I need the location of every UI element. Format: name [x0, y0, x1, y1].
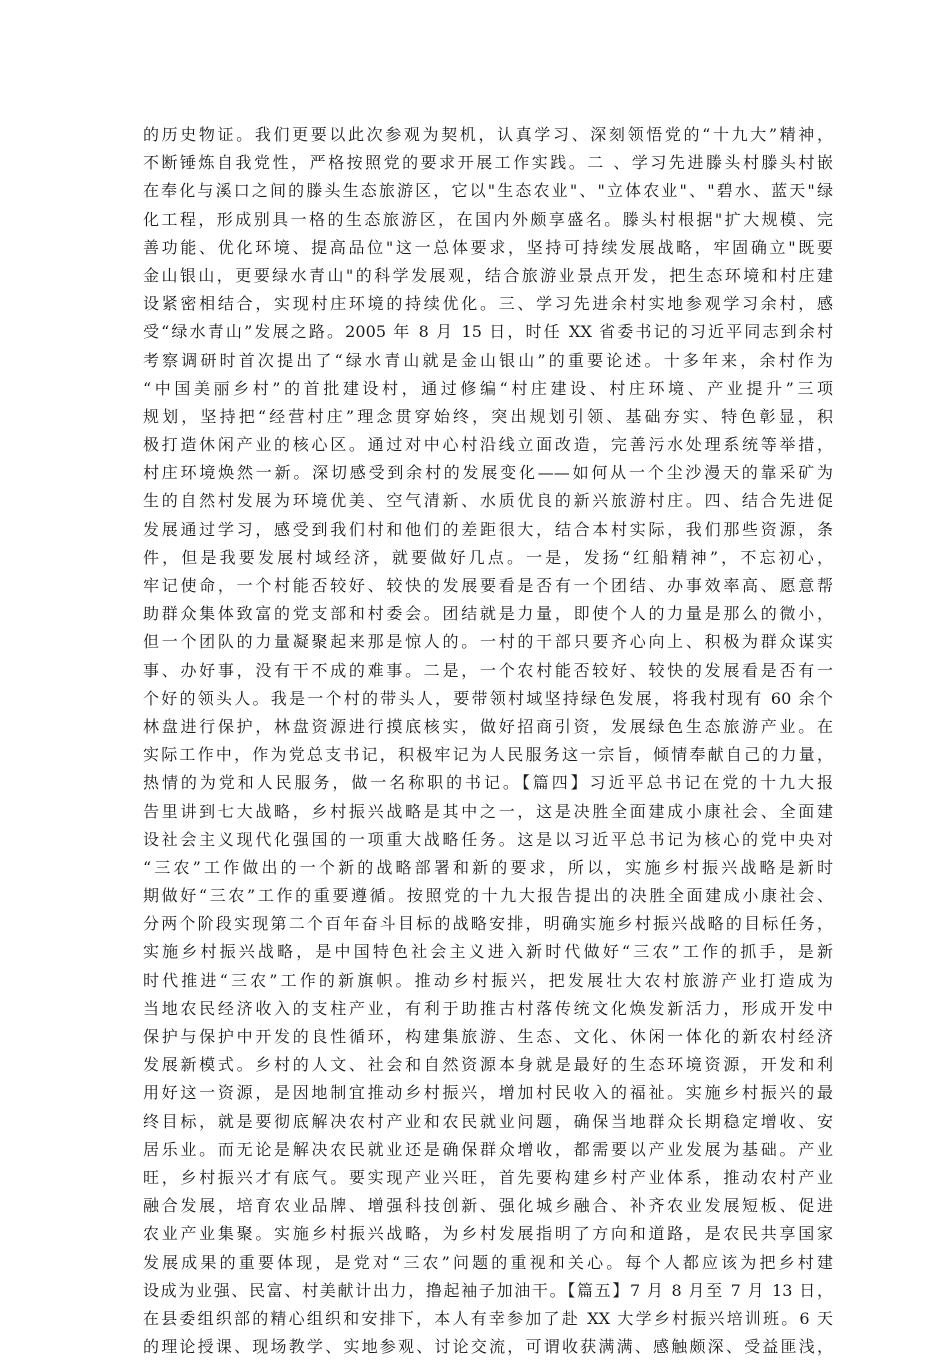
text-line: 事、办好事，没有干不成的难事。二是，一个农村能否较好、较快的发展看是否有一	[143, 660, 833, 680]
text-line: 规划，坚持把“经营村庄”理念贯穿始终，突出规划引领、基础夯实、特色彰显，积	[143, 406, 833, 426]
text-line: “三农”工作做出的一个新的战略部署和新的要求，所以，实施乡村振兴战略是新时	[143, 857, 833, 877]
text-line: 居乐业。而无论是解决农民就业还是确保群众增收，都需要以产业发展为基础。产业	[143, 1139, 833, 1159]
text-line: 发展新模式。乡村的人文、社会和自然资源本身就是最好的生态环境资源，开发和利	[143, 1055, 833, 1075]
text-line: 热情的为党和人民服务，做一名称职的书记。【篇四】习近平总书记在党的十九大报	[143, 773, 833, 793]
text-line: 当地农民经济收入的支柱产业，有利于助推古村落传统文化焕发新活力，形成开发中	[143, 998, 833, 1018]
text-line: 助群众集体致富的党支部和村委会。团结就是力量，即使个人的力量是那么的微小，	[143, 604, 833, 624]
text-line: 期做好“三农”工作的重要遵循。按照党的十九大报告提出的决胜全面建成小康社会、	[143, 886, 833, 906]
text-line: 在奉化与溪口之间的滕头生态旅游区，它以"生态农业"、"立体农业"、"碧水、蓝天"绿	[143, 181, 833, 201]
text-line: 设社会主义现代化强国的一项重大战略任务。这是以习近平总书记为核心的党中央对	[143, 829, 833, 849]
text-line: 不断锤炼自我党性，严格按照党的要求开展工作实践。二 、学习先进滕头村滕头村嵌	[143, 153, 833, 173]
text-line: 个好的领头人。我是一个村的带头人，要带领村域坚持绿色发展，将我村现有 60 余个	[143, 688, 833, 708]
text-line: 告里讲到七大战略，乡村振兴战略是其中之一，这是决胜全面建成小康社会、全面建	[143, 801, 833, 821]
text-line: 设成为业强、民富、村美献计出力，撸起袖子加油干。【篇五】7 月 8 月至 7 月 13 日，	[143, 1280, 833, 1300]
text-line: 终目标，就是要彻底解决农村产业和农民就业问题，确保当地群众长期稳定增收、安	[143, 1111, 833, 1131]
text-line: 在县委组织部的精心组织和安排下，本人有幸参加了赴 XX 大学乡村振兴培训班。6 天	[143, 1308, 833, 1328]
text-line: 牢记使命，一个村能否较好、较快的发展要看是否有一个团结、办事效率高、愿意帮	[143, 576, 833, 595]
text-line: 设紧密相结合，实现村庄环境的持续优化。三、学习先进余村实地参观学习余村，感	[143, 294, 833, 314]
text-line: 件，但是我要发展村域经济，就要做好几点。一是，发扬“红船精神”，不忘初心，	[143, 547, 833, 567]
text-line: 极打造休闲产业的核心区。通过对中心村沿线立面改造，完善污水处理系统等举措，	[143, 435, 833, 455]
text-line: 村庄环境焕然一新。深切感受到余村的发展变化——如何从一个尘沙漫天的靠采矿为	[143, 463, 833, 483]
text-line: 实际工作中，作为党总支书记，积极牢记为人民服务这一宗旨，倾情奉献自己的力量，	[143, 745, 833, 765]
text-line: 发展通过学习，感受到我们村和他们的差距很大，结合本村实际，我们那些资源，条	[143, 519, 833, 539]
text-line: 的历史物证。我们更要以此次参观为契机，认真学习、深刻领悟党的“十九大”精神，	[143, 125, 833, 144]
text-line: 考察调研时首次提出了“绿水青山就是金山银山”的重要论述。十多年来，余村作为	[143, 350, 833, 370]
text-line: 善功能、优化环境、提高品位"这一总体要求，坚持可持续发展战略，牢固确立"既要	[143, 237, 833, 257]
text-line: 时代推进“三农”工作的新旗帜。推动乡村振兴，把发展壮大农村旅游产业打造成为	[143, 970, 833, 990]
text-line: 化工程，形成别具一格的生态旅游区，在国内外颇享盛名。滕头村根据"扩大规模、完	[143, 209, 833, 229]
body-text	[143, 121, 833, 1361]
text-line: 分两个阶段实现第二个百年奋斗目标的战略安排，明确实施乡村振兴战略的目标任务，	[143, 914, 833, 934]
text-line: “中国美丽乡村”的首批建设村，通过修编“村庄建设、村庄环境、产业提升”三项	[143, 378, 833, 398]
text-line: 林盘进行保护，林盘资源进行摸底核实，做好招商引资，发展绿色生态旅游产业。在	[143, 716, 833, 736]
text-line: 金山银山，更要绿水青山"的科学发展观，结合旅游业景点开发，把生态环境和村庄建	[143, 265, 833, 285]
text-line: 受“绿水青山”发展之路。2005 年 8 月 15 日，时任 XX 省委书记的习近平同志到余村	[143, 322, 833, 342]
text-line: 实施乡村振兴战略，是中国特色社会主义进入新时代做好“三农”工作的抓手，是新	[143, 942, 833, 962]
text-line: 农业产业集聚。实施乡村振兴战略，为乡村发展指明了方向和道路，是农民共享国家	[143, 1224, 833, 1244]
text-line: 融合发展，培育农业品牌、增强科技创新、强化城乡融合、补齐农业发展短板、促进	[143, 1196, 833, 1216]
text-line: 用好这一资源，是因地制宜推动乡村振兴，增加村民收入的福祉。实施乡村振兴的最	[143, 1083, 833, 1103]
text-line: 保护与保护中开发的良性循环，构建集旅游、生态、文化、休闲一体化的新农村经济	[143, 1027, 833, 1046]
text-line: 的理论授课、现场教学、实地参观、讨论交流，可谓收获满满、感触颇深、受益匪浅，	[143, 1337, 833, 1357]
text-line: 旺，乡村振兴才有底气。要实现产业兴旺，首先要构建乡村产业体系，推动农村产业	[143, 1167, 833, 1187]
text-line: 但一个团队的力量凝聚起来那是惊人的。一村的干部只要齐心向上、积极为群众谋实	[143, 632, 833, 652]
text-line: 发展成果的重要体现，是党对“三农”问题的重视和关心。每个人都应该为把乡村建	[143, 1252, 833, 1272]
text-line: 生的自然村发展为环境优美、空气清新、水质优良的新兴旅游村庄。四、结合先进促	[143, 491, 833, 511]
